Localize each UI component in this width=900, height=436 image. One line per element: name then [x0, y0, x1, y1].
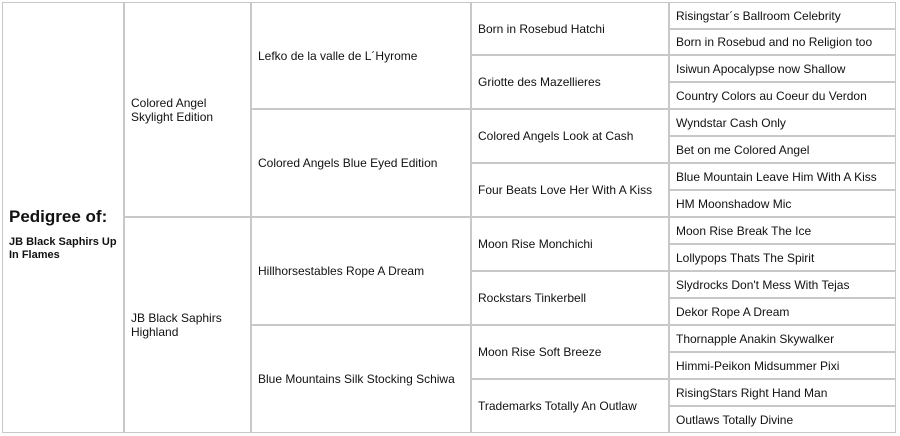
great-great-grandparent	[669, 325, 896, 352]
ggg-name: Slydrocks Don't Mess With Tejas	[676, 277, 850, 292]
great-great-grandparent	[669, 29, 896, 55]
great-great-grandparent	[669, 406, 896, 433]
great-grandparent	[471, 55, 669, 109]
great-grandparent-name: Trademarks Totally An Outlaw	[478, 399, 637, 413]
grandparent-name: Colored Angels Blue Eyed Edition	[258, 156, 438, 170]
ggg-name: Blue Mountain Leave Him With A Kiss	[676, 169, 877, 184]
ggg-name: Lollypops Thats The Spirit	[676, 250, 815, 265]
great-great-grandparent	[669, 298, 896, 325]
parent-name: Colored Angel Skylight Edition	[131, 95, 214, 124]
great-grandparent	[471, 379, 669, 433]
great-grandparent	[471, 163, 669, 217]
great-great-grandparent	[669, 2, 896, 29]
grandparent	[251, 217, 471, 325]
parent-name: JB Black Saphirs Highland	[131, 311, 222, 339]
pedigree-subject-cell	[2, 2, 124, 433]
parent-dam	[124, 217, 251, 433]
ggg-name: Dekor Rope A Dream	[676, 304, 790, 319]
great-grandparent-name: Moon Rise Soft Breeze	[478, 345, 602, 359]
great-grandparent	[471, 271, 669, 325]
great-grandparent-name: Moon Rise Monchichi	[478, 237, 593, 251]
great-great-grandparent	[669, 55, 896, 82]
ggg-name: Country Colors au Coeur du Verdon	[676, 88, 867, 103]
great-great-grandparent	[669, 244, 896, 271]
pedigree-title: Pedigree of:	[9, 206, 108, 226]
ggg-name: RisingStars Right Hand Man	[676, 385, 828, 400]
ggg-name: Outlaws Totally Divine	[676, 412, 794, 427]
great-great-grandparent	[669, 109, 896, 136]
great-grandparent-name: Born in Rosebud Hatchi	[478, 21, 605, 36]
grandparent-name: Lefko de la valle de L´Hyrome	[258, 48, 418, 63]
grandparent	[251, 109, 471, 217]
great-grandparent-name: Four Beats Love Her With A Kiss	[478, 183, 653, 197]
subject-name: JB Black Saphirs Up In Flames	[9, 235, 117, 261]
great-grandparent-name: Griotte des Mazellieres	[478, 75, 601, 89]
grandparent	[251, 2, 471, 109]
ggg-name: HM Moonshadow Mic	[676, 196, 792, 211]
grandparent-name: Blue Mountains Silk Stocking Schiwa	[258, 372, 455, 386]
great-great-grandparent	[669, 163, 896, 190]
great-great-grandparent	[669, 379, 896, 406]
ggg-name: Risingstar´s Ballroom Celebrity	[676, 8, 841, 23]
great-grandparent	[471, 325, 669, 379]
ggg-name: Moon Rise Break The Ice	[676, 223, 812, 238]
great-great-grandparent	[669, 136, 896, 163]
grandparent-name: Hillhorsestables Rope A Dream	[258, 264, 425, 278]
great-grandparent	[471, 2, 669, 55]
great-grandparent	[471, 217, 669, 271]
great-great-grandparent	[669, 217, 896, 244]
great-great-grandparent	[669, 271, 896, 298]
ggg-name: Isiwun Apocalypse now Shallow	[676, 61, 846, 76]
great-grandparent	[471, 109, 669, 163]
ggg-name: Himmi-Peikon Midsummer Pixi	[676, 358, 840, 373]
ggg-name: Wyndstar Cash Only	[676, 115, 786, 130]
parent-sire	[124, 2, 251, 217]
great-grandparent-name: Rockstars Tinkerbell	[478, 291, 587, 305]
great-great-grandparent	[669, 82, 896, 109]
grandparent	[251, 325, 471, 433]
ggg-name: Born in Rosebud and no Religion too	[676, 35, 873, 49]
great-great-grandparent	[669, 190, 896, 217]
ggg-name: Bet on me Colored Angel	[676, 142, 810, 157]
ggg-name: Thornapple Anakin Skywalker	[676, 331, 835, 346]
great-grandparent-name: Colored Angels Look at Cash	[478, 129, 634, 143]
great-great-grandparent	[669, 352, 896, 379]
